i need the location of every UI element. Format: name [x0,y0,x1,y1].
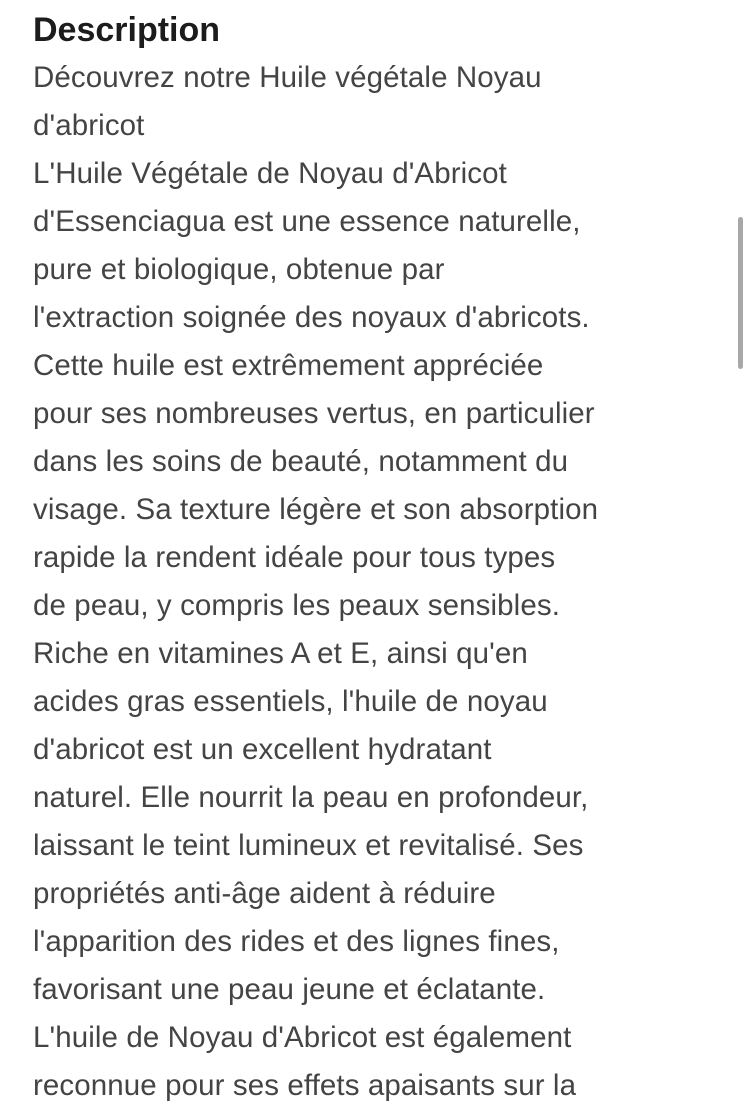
description-line: Cette huile est extrêmement appréciée [33,349,544,382]
description-line: visage. Sa texture légère et son absorption [33,493,599,526]
description-line: favorisant une peau jeune et éclatante. [33,973,546,1006]
description-line: d'abricot [33,109,145,142]
section-title: Description [33,11,221,49]
description-line: d'Essenciagua est une essence naturelle, [33,205,581,238]
description-line: d'abricot est un excellent hydratant [33,733,492,766]
description-line: dans les soins de beauté, notamment du [33,445,569,478]
description-line: l'apparition des rides et des lignes fines, [33,925,560,958]
vertical-scrollbar[interactable] [738,217,743,369]
description-line: L'Huile Végétale de Noyau d'Abricot [33,157,507,190]
description-line: pure et biologique, obtenue par [33,253,445,286]
description-line: propriétés anti-âge aident à réduire [33,877,496,910]
description-line: reconnue pour ses effets apaisants sur la [33,1069,577,1102]
description-line: naturel. Elle nourrit la peau en profondeur, [33,781,589,814]
description-line: rapide la rendent idéale pour tous types [33,541,556,574]
description-line: de peau, y compris les peaux sensibles. [33,589,560,622]
description-line: L'huile de Noyau d'Abricot est également [33,1021,572,1054]
description-body [33,54,723,1110]
description-line: Découvrez notre Huile végétale Noyau [33,61,542,94]
description-section [33,6,723,1110]
description-line: Riche en vitamines A et E, ainsi qu'en [33,637,528,670]
description-line: laissant le teint lumineux et revitalisé. Ses [33,829,584,862]
description-line: pour ses nombreuses vertus, en particulier [33,397,595,430]
description-line: l'extraction soignée des noyaux d'abricots. [33,301,590,334]
description-line: acides gras essentiels, l'huile de noyau [33,685,548,718]
